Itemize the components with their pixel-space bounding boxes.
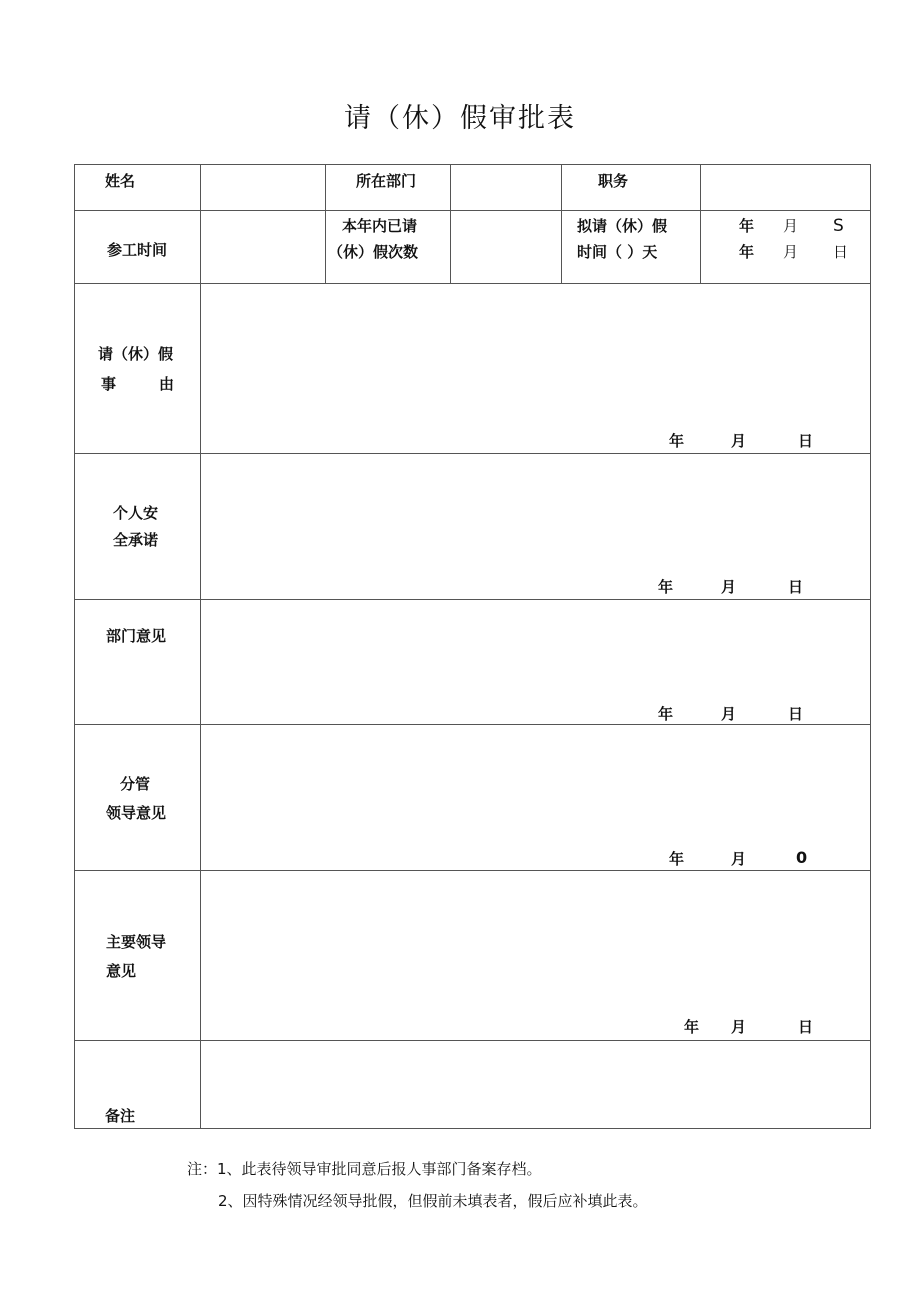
name-field[interactable] xyxy=(201,165,326,211)
main-leader-field[interactable] xyxy=(201,871,871,1041)
leave-count-label-cell xyxy=(326,211,451,284)
department-month: 月 xyxy=(721,705,737,723)
main-leader-year: 年 xyxy=(684,1018,700,1036)
main-leader-month: 月 xyxy=(731,1018,747,1036)
leave-count-field[interactable] xyxy=(451,211,562,284)
supervisor-year: 年 xyxy=(669,850,685,868)
department-label-cell xyxy=(75,600,201,725)
main-leader-label-line1: 主要领导 xyxy=(106,933,167,951)
supervisor-label-line1: 分管 xyxy=(120,775,151,793)
from-year: 年 xyxy=(739,217,755,235)
department-label: 部门意见 xyxy=(106,627,167,645)
main-leader-label-line2: 意见 xyxy=(106,962,137,980)
main-leader-label-cell xyxy=(75,871,201,1041)
reason-label-line2b: 由 xyxy=(159,375,175,393)
safety-day: 日 xyxy=(788,578,804,596)
remarks-label-cell xyxy=(75,1041,201,1129)
safety-year: 年 xyxy=(658,578,674,596)
supervisor-month: 月 xyxy=(731,850,747,868)
main-leader-day: 日 xyxy=(798,1018,814,1036)
department-field[interactable] xyxy=(201,600,871,725)
from-month: 月 xyxy=(783,217,799,235)
work-start-field[interactable] xyxy=(201,211,326,284)
supervisor-label-cell xyxy=(75,725,201,871)
name-label-cell xyxy=(75,165,201,211)
reason-label-line2a: 事 xyxy=(101,375,117,393)
leave-count-label-line1: 本年内已请 xyxy=(342,217,418,235)
to-year: 年 xyxy=(739,243,755,261)
safety-month: 月 xyxy=(721,578,737,596)
dept-field[interactable] xyxy=(451,165,562,211)
planned-leave-label-cell xyxy=(562,211,701,284)
position-label: 职务 xyxy=(598,172,629,190)
planned-leave-label-line2: 时间（ ）天 xyxy=(577,243,658,261)
reason-month: 月 xyxy=(731,432,747,450)
planned-leave-label-line1: 拟请（休）假 xyxy=(577,217,668,235)
reason-label-line1: 请（休）假 xyxy=(98,345,174,363)
from-day: S xyxy=(833,216,844,236)
leave-count-label-line2: （休）假次数 xyxy=(328,243,419,261)
position-label-cell xyxy=(562,165,701,211)
note-line-2: 2、因特殊情况经领导批假，但假前未填表者，假后应补填此表。 xyxy=(218,1192,648,1210)
reason-year: 年 xyxy=(669,432,685,450)
supervisor-field[interactable] xyxy=(201,725,871,871)
safety-field[interactable] xyxy=(201,454,871,600)
dept-label-cell xyxy=(326,165,451,211)
leave-approval-form xyxy=(74,164,871,1129)
supervisor-day: 0 xyxy=(796,848,808,867)
planned-leave-dates-field[interactable] xyxy=(701,211,871,284)
work-start-label-cell xyxy=(75,211,201,284)
name-label: 姓名 xyxy=(105,172,136,190)
to-day: 日 xyxy=(833,243,849,261)
department-year: 年 xyxy=(658,705,674,723)
reason-field[interactable] xyxy=(201,284,871,454)
position-field[interactable] xyxy=(701,165,871,211)
form-title: 请（休）假审批表 xyxy=(344,103,576,134)
reason-label-cell xyxy=(75,284,201,454)
safety-label-line2: 全承诺 xyxy=(113,531,159,549)
reason-day: 日 xyxy=(798,432,814,450)
note-line-1: 注：1、此表待领导审批同意后报人事部门备案存档。 xyxy=(187,1160,542,1178)
department-day: 日 xyxy=(788,705,804,723)
to-month: 月 xyxy=(783,243,799,261)
dept-label: 所在部门 xyxy=(356,172,417,190)
remarks-field[interactable] xyxy=(201,1041,871,1129)
work-start-label: 参工时间 xyxy=(107,241,168,259)
remarks-label: 备注 xyxy=(105,1107,136,1125)
safety-label-cell xyxy=(75,454,201,600)
safety-label-line1: 个人安 xyxy=(113,504,159,522)
supervisor-label-line2: 领导意见 xyxy=(106,804,167,822)
